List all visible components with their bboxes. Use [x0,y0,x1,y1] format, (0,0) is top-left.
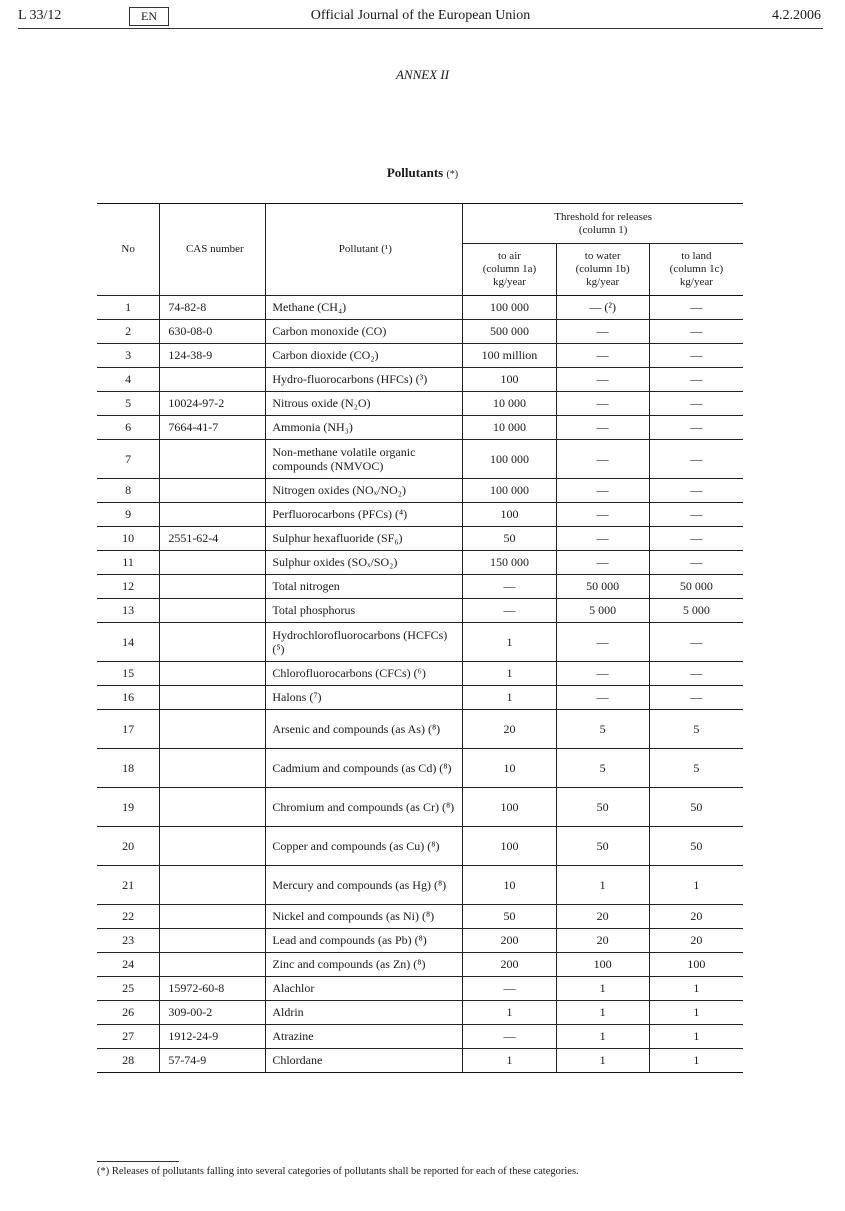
cell-pollutant: Chlorofluorocarbons (CFCs) (⁶) [266,662,463,686]
cell-land: 100 [649,953,743,977]
table-row [97,749,743,788]
cell-land: — [649,440,743,479]
cell-no: 16 [97,686,160,710]
section-footnote-mark: (*) [446,169,459,180]
table-row [97,479,743,503]
cell-no: 15 [97,662,160,686]
cell-land: — [649,503,743,527]
cell-air: 1 [463,623,556,662]
table-row [97,977,743,1001]
cell-no: 19 [97,788,160,827]
cell-land: 20 [649,929,743,953]
cell-air: 100 million [463,344,556,368]
header-water-line3: kg/year [586,276,620,288]
cell-air: 10 000 [463,416,556,440]
table-row [97,1025,743,1049]
cell-cas [160,686,266,710]
cell-cas: 74-82-8 [160,296,266,320]
cell-water: 100 [556,953,649,977]
cell-water: — [556,479,649,503]
cell-land: — [649,416,743,440]
cell-water: — [556,320,649,344]
cell-no: 4 [97,368,160,392]
header-air-line1: to air [498,250,521,262]
cell-air: 10 [463,749,556,788]
cell-pollutant: Methane (CH₄) [266,296,463,320]
header-water [556,244,649,296]
cell-water: — [556,368,649,392]
cell-pollutant: Cadmium and compounds (as Cd) (⁸) [266,749,463,788]
cell-no: 5 [97,392,160,416]
header-air [463,244,556,296]
cell-cas [160,827,266,866]
table-row [97,905,743,929]
table-row [97,392,743,416]
cell-cas [160,905,266,929]
cell-no: 21 [97,866,160,905]
cell-land: — [649,623,743,662]
cell-air: — [463,575,556,599]
table-row [97,662,743,686]
cell-pollutant: Perfluorocarbons (PFCs) (⁴) [266,503,463,527]
cell-land: 5 000 [649,599,743,623]
pollutants-table-body [97,296,743,1073]
cell-no: 9 [97,503,160,527]
cell-pollutant: Sulphur oxides (SOₓ/SO₂) [266,551,463,575]
cell-no: 28 [97,1049,160,1073]
cell-no: 12 [97,575,160,599]
table-row [97,866,743,905]
cell-land: — [649,296,743,320]
header-water-line2: (column 1b) [575,263,630,275]
cell-no: 14 [97,623,160,662]
table-row [97,320,743,344]
cell-land: 1 [649,1049,743,1073]
header-cas: CAS number [160,204,266,296]
table-row [97,788,743,827]
cell-cas [160,551,266,575]
page-reference: L 33/12 [18,8,62,23]
cell-land: — [649,368,743,392]
cell-no: 22 [97,905,160,929]
table-row [97,623,743,662]
cell-pollutant: Nitrogen oxides (NOₓ/NO₂) [266,479,463,503]
cell-pollutant: Nitrous oxide (N₂O) [266,392,463,416]
cell-water: — [556,527,649,551]
cell-land: 5 [649,749,743,788]
cell-pollutant: Total nitrogen [266,575,463,599]
cell-cas [160,599,266,623]
cell-water: — [556,686,649,710]
cell-pollutant: Alachlor [266,977,463,1001]
cell-air: — [463,1025,556,1049]
cell-no: 13 [97,599,160,623]
cell-water: 1 [556,1001,649,1025]
cell-cas [160,503,266,527]
cell-no: 20 [97,827,160,866]
cell-air: 100 [463,827,556,866]
cell-pollutant: Aldrin [266,1001,463,1025]
header-water-line1: to water [584,250,621,262]
cell-cas: 57-74-9 [160,1049,266,1073]
cell-land: 1 [649,977,743,1001]
cell-water: 5 000 [556,599,649,623]
cell-air: 100 [463,368,556,392]
cell-air: 1 [463,686,556,710]
section-title [0,165,845,181]
cell-water: 50 [556,788,649,827]
header-air-line3: kg/year [492,276,526,288]
header-threshold [463,204,743,244]
cell-pollutant: Chlordane [266,1049,463,1073]
table-row [97,710,743,749]
cell-cas [160,710,266,749]
cell-land: 50 000 [649,575,743,599]
header-threshold-line1: Threshold for releases [554,210,653,223]
cell-air: 100 000 [463,479,556,503]
cell-pollutant: Hydrochlorofluorocarbons (HCFCs) (⁵) [266,623,463,662]
cell-air: 1 [463,1001,556,1025]
table-row [97,344,743,368]
cell-air: 200 [463,953,556,977]
cell-no: 18 [97,749,160,788]
cell-cas [160,368,266,392]
cell-water: 20 [556,929,649,953]
cell-pollutant: Sulphur hexafluoride (SF₆) [266,527,463,551]
cell-pollutant: Non-methane volatile organic compounds (NMVOC) [266,440,463,479]
table-row [97,575,743,599]
cell-land: — [649,344,743,368]
table-row [97,686,743,710]
cell-land: — [649,662,743,686]
cell-air: 20 [463,710,556,749]
cell-cas [160,788,266,827]
cell-land: — [649,527,743,551]
cell-air: 50 [463,527,556,551]
cell-water: — [556,623,649,662]
journal-title: Official Journal of the European Union [310,8,531,23]
annex-title: ANNEX II [395,67,450,82]
header-land-line1: to land [681,250,712,262]
table-row [97,1001,743,1025]
cell-water: 1 [556,866,649,905]
cell-water: — [556,503,649,527]
cell-cas: 2551-62-4 [160,527,266,551]
cell-water: 5 [556,710,649,749]
cell-water: 50 [556,827,649,866]
publication-date: 4.2.2006 [772,8,821,23]
cell-water: — [556,440,649,479]
cell-no: 25 [97,977,160,1001]
cell-pollutant: Mercury and compounds (as Hg) (⁸) [266,866,463,905]
cell-air: 10 000 [463,392,556,416]
cell-pollutant: Ammonia (NH₃) [266,416,463,440]
cell-air: 200 [463,929,556,953]
header-threshold-line2: (column 1) [578,223,628,236]
cell-air: 100 [463,788,556,827]
cell-land: 50 [649,827,743,866]
cell-no: 3 [97,344,160,368]
cell-pollutant: Atrazine [266,1025,463,1049]
table-row [97,368,743,392]
footnote-text: (*) Releases of pollutants falling into several categories of pollutants shall be reported for each of these categories. [97,1166,579,1177]
cell-cas: 630-08-0 [160,320,266,344]
table-row [97,1049,743,1073]
cell-no: 26 [97,1001,160,1025]
cell-air: — [463,599,556,623]
cell-no: 6 [97,416,160,440]
cell-no: 7 [97,440,160,479]
header-air-line2: (column 1a) [482,263,537,275]
cell-pollutant: Hydro-fluorocarbons (HFCs) (³) [266,368,463,392]
cell-water: — (²) [556,296,649,320]
cell-cas [160,866,266,905]
cell-air: — [463,977,556,1001]
table-row [97,551,743,575]
cell-water: — [556,344,649,368]
footnote-divider [97,1161,179,1162]
cell-pollutant: Halons (⁷) [266,686,463,710]
header-land-line2: (column 1c) [669,263,724,275]
cell-pollutant: Total phosphorus [266,599,463,623]
cell-no: 27 [97,1025,160,1049]
cell-cas: 15972-60-8 [160,977,266,1001]
cell-water: — [556,551,649,575]
table-row [97,929,743,953]
pollutants-table [97,203,743,1073]
cell-air: 150 000 [463,551,556,575]
cell-water: 50 000 [556,575,649,599]
cell-water: — [556,392,649,416]
cell-land: 50 [649,788,743,827]
cell-pollutant: Chromium and compounds (as Cr) (⁸) [266,788,463,827]
cell-air: 1 [463,1049,556,1073]
table-row [97,527,743,551]
table-row [97,503,743,527]
cell-land: 1 [649,1025,743,1049]
cell-pollutant: Arsenic and compounds (as As) (⁸) [266,710,463,749]
cell-cas: 1912-24-9 [160,1025,266,1049]
cell-air: 50 [463,905,556,929]
cell-no: 23 [97,929,160,953]
cell-water: 20 [556,905,649,929]
page-header [18,6,823,29]
cell-no: 8 [97,479,160,503]
cell-pollutant: Nickel and compounds (as Ni) (⁸) [266,905,463,929]
cell-pollutant: Carbon dioxide (CO₂) [266,344,463,368]
cell-cas: 309-00-2 [160,1001,266,1025]
header-land-line3: kg/year [679,276,713,288]
cell-land: — [649,551,743,575]
cell-land: — [649,320,743,344]
cell-water: — [556,416,649,440]
table-row [97,953,743,977]
cell-air: 100 000 [463,440,556,479]
header-pollutant: Pollutant (¹) [266,204,463,296]
cell-water: 1 [556,1049,649,1073]
cell-no: 11 [97,551,160,575]
cell-land: 5 [649,710,743,749]
cell-cas: 7664-41-7 [160,416,266,440]
cell-no: 1 [97,296,160,320]
language-badge: EN [129,7,169,26]
cell-pollutant: Zinc and compounds (as Zn) (⁸) [266,953,463,977]
cell-pollutant: Lead and compounds (as Pb) (⁸) [266,929,463,953]
table-row [97,296,743,320]
cell-air: 100 000 [463,296,556,320]
cell-water: 5 [556,749,649,788]
section-title-text: Pollutants [386,165,444,180]
cell-pollutant: Copper and compounds (as Cu) (⁸) [266,827,463,866]
cell-air: 100 [463,503,556,527]
cell-cas [160,479,266,503]
table-row [97,440,743,479]
cell-no: 2 [97,320,160,344]
cell-cas [160,953,266,977]
table-row [97,416,743,440]
cell-land: — [649,686,743,710]
cell-air: 1 [463,662,556,686]
cell-cas [160,575,266,599]
cell-land: — [649,479,743,503]
cell-no: 24 [97,953,160,977]
cell-no: 10 [97,527,160,551]
header-land [649,244,743,296]
header-no: No [97,204,160,296]
cell-cas [160,929,266,953]
cell-land: — [649,392,743,416]
cell-cas [160,662,266,686]
cell-water: 1 [556,977,649,1001]
table-row [97,599,743,623]
cell-land: 20 [649,905,743,929]
cell-water: 1 [556,1025,649,1049]
cell-land: 1 [649,866,743,905]
cell-cas [160,749,266,788]
cell-cas [160,623,266,662]
cell-water: — [556,662,649,686]
cell-land: 1 [649,1001,743,1025]
cell-air: 500 000 [463,320,556,344]
cell-cas: 10024-97-2 [160,392,266,416]
cell-no: 17 [97,710,160,749]
table-row [97,827,743,866]
cell-air: 10 [463,866,556,905]
cell-pollutant: Carbon monoxide (CO) [266,320,463,344]
cell-cas: 124-38-9 [160,344,266,368]
cell-cas [160,440,266,479]
